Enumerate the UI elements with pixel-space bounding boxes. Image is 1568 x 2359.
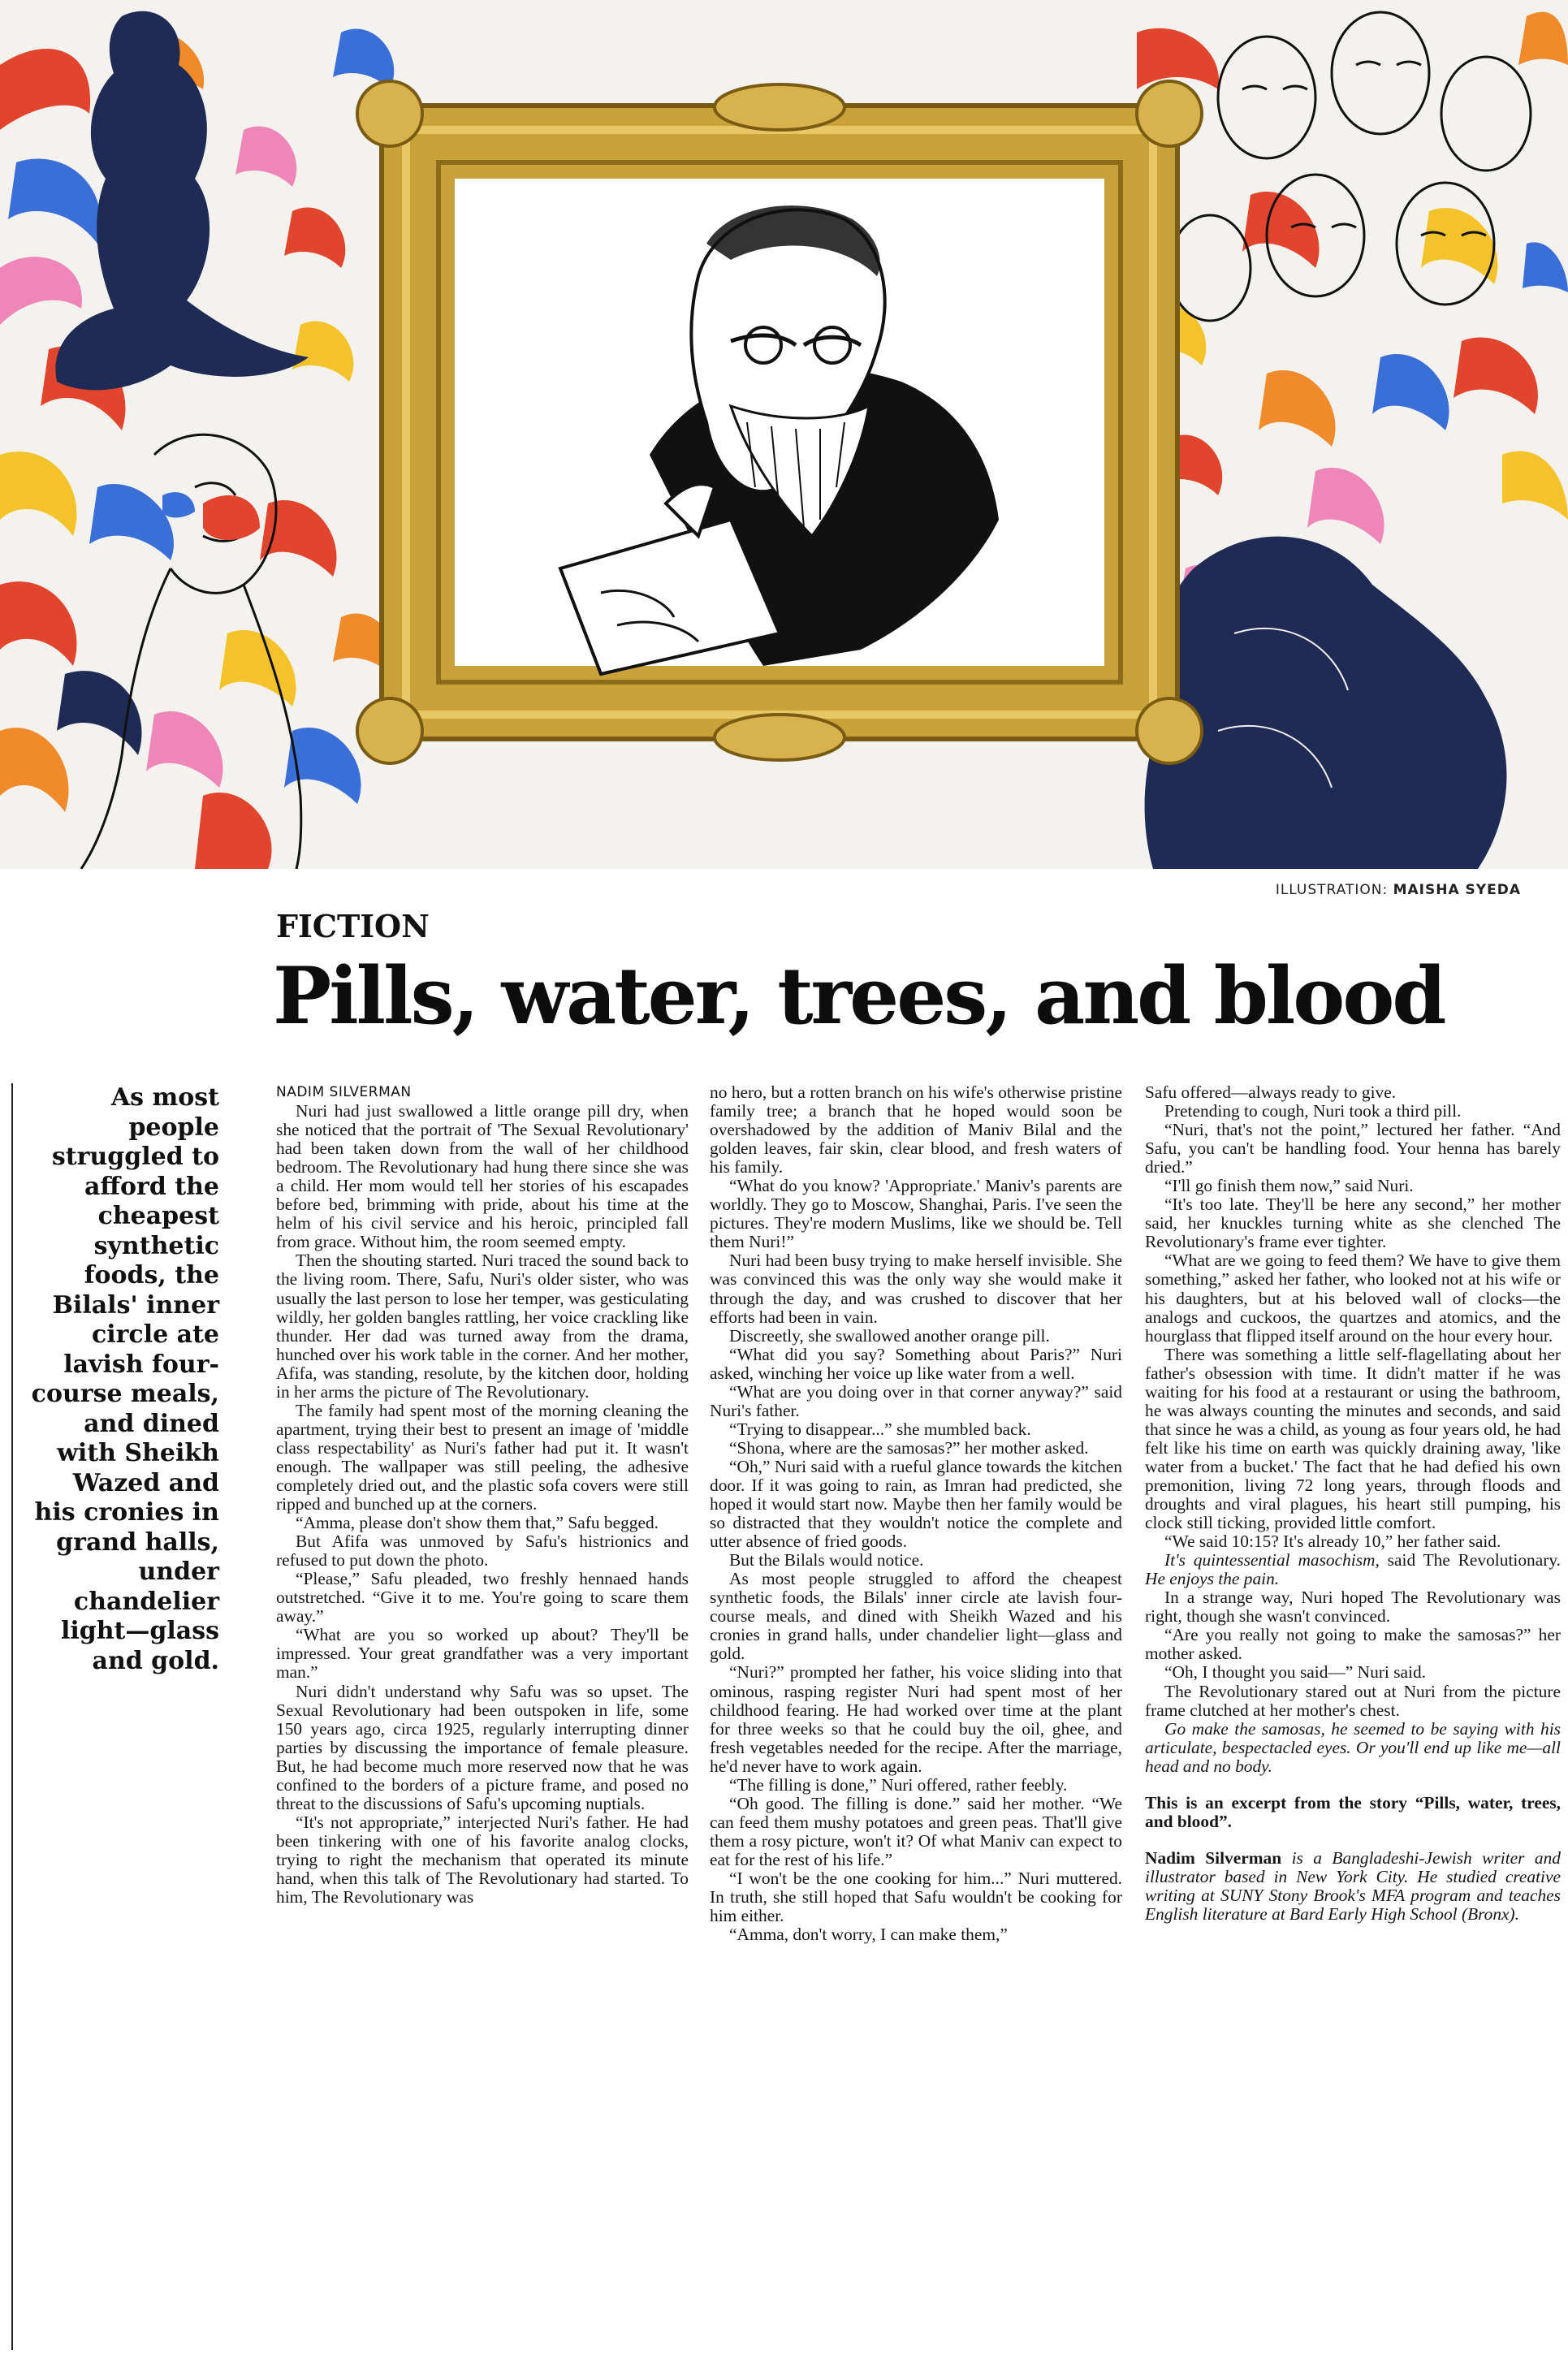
paragraph: As most people struggled to afford the cheapest synthetic foods, the Bilals' inner circle ate lavish four-course meals, and dined with Sheikh Wazed and his cronies in grand halls, under chandelier light—glass and gold. [710,1569,1122,1664]
article-column-2 [710,1083,1122,1944]
paragraph: Nuri had just swallowed a little orange pill dry, when she noticed that the portrait of 'The Sexual Revolutionary' had been taken down from the wall of her childhood bedroom. The Revolutionary had hung there since she was a child. Her mom would tell her stories of his escapades before bed, brimming with pride, about his time at the helm of his civil service and his heroic, principled fall from grace. Without him, the room seemed empty. [276,1101,689,1252]
paragraph-masochism [1145,1551,1561,1588]
spacer [1145,1831,1561,1849]
section-kicker: FICTION [276,908,430,944]
paragraph: “What do you know? 'Appropriate.' Maniv's parents are worldly. They go to Moscow, Shanghai, Paris. I've seen the pictures. They're modern Muslims, like we should be. Tell them Nuri!” [710,1176,1122,1252]
paragraph: “Amma, don't worry, I can make them,” [729,1925,1008,1945]
author-bio [1145,1849,1561,1924]
italic-thought: Go make the samosas, he seemed to be saying with his articulate, bespectacled eyes. Or you'll end up like me—all head and no body. [1145,1718,1561,1776]
paragraph: “I won't be the one cooking for him...” Nuri muttered. In truth, she still hoped that Safu wouldn't be cooking for him either. [710,1868,1122,1926]
paragraph: But Afifa was unmoved by Safu's histrionics and refused to put down the photo. [276,1532,689,1571]
italic-thought: He enjoys the pain. [1145,1569,1280,1589]
spacer [1145,1776,1561,1794]
paragraph: Nuri had been busy trying to make herself invisible. She was convinced this was the only way she would make it through the day, and was crushed to discover that her efforts had been in vain. [710,1251,1122,1327]
illustration-credit [1276,882,1521,898]
paragraph: “Oh, I thought you said—” Nuri said. [1164,1662,1426,1683]
paragraph: no hero, but a rotten branch on his wife's otherwise pristine family tree; a branch that he hoped would soon be overshadowed by the addition of Maniv Bilal and the golden leaves, fair skin, clear blood, and fresh waters of his family. [710,1082,1122,1177]
paragraph: But the Bilals would notice. [729,1550,924,1571]
paragraph: There was something a little self-flagellating about her father's obsession with time. It didn't matter if he was waiting for his food at a restaurant or using the bathroom, he was always counting the minutes and seconds, and said that since he was a child, as young as four years old, he had felt like his time on earth was quickly draining away, 'like water from a bucket.' The fact that he had defied his own premonition, living 72 long years, through floods and droughts and viral plagues, his heart still pumping, his clock still ticking, provided little comfort. [1145,1344,1561,1533]
left-rule [11,1083,13,2350]
paragraph: “Oh,” Nuri said with a rueful glance towards the kitchen door. If it was going to rain, as Imran had predicted, she hoped it would start now. Maybe then her family would be so distracted that they wouldn't notice the complete and utter absence of fried goods. [710,1456,1122,1552]
paragraph: Safu offered—always ready to give. [1145,1082,1397,1102]
article-column-1 [276,1083,689,1907]
headline: Pills, water, trees, and blood [273,950,1445,1042]
paragraph-italic [1145,1720,1561,1776]
paragraph: “It's not appropriate,” interjected Nuri's father. He had been tinkering with one of his favorite analog clocks, trying to right the mechanism that operated its minute hand, when this talk of The Revolutionary had started. To him, The Revolutionary was [276,1812,689,1908]
article-column-3 [1145,1083,1561,1924]
navy-figure-right [1145,537,1507,869]
paragraph: The family had spent most of the morning cleaning the apartment, trying their best to present an image of 'middle class respectability' as Nuri's father had put it. It wasn't enough. The wallpaper was still peeling, the adhesive completely dried out, and the plastic sofa covers were still ripped and bunched up at the corners. [276,1400,689,1514]
paragraph: “Oh good. The filling is done.” said her mother. “We can feed them mushy potatoes and green peas. That'll give them a rosy picture, won't it? Of what Maniv can expect to eat for the rest of his life.” [710,1793,1122,1869]
line-faces-right [1169,12,1531,321]
byline: NADIM SILVERMAN [276,1084,412,1100]
pull-quote: As most people struggled to afford the cheapest synthetic foods, the Bilals' inner circle ate lavish four-course meals, and dined with Sheikh Wazed and his cronies in grand halls, under chandelier light—glass and gold. [31,1083,219,1675]
paragraph: “Are you really not going to make the samosas?” her mother asked. [1145,1625,1561,1664]
paragraph: In a strange way, Nuri hoped The Revolutionary was right, though she wasn't convinced. [1145,1588,1561,1627]
excerpt-note: This is an excerpt from the story “Pills, water, trees, and blood”. [1145,1792,1561,1831]
italic-thought: It's quintessential masochism, [1164,1550,1380,1571]
paragraph: “Shona, where are the samosas?” her mother asked. [729,1437,1089,1458]
paragraph: Then the shouting started. Nuri traced the sound back to the living room. There, Safu, Nuri's older sister, who was usually the last person to lose her temper, was gesticulating wildly, her golden bangles rattling, her voice crackling like thunder. Her dad was turned away from the drama, hunched over his work table in the corner. And her mother, Afifa, was standing, resolute, by the kitchen door, holding in her arms the picture of The Revolutionary. [276,1251,689,1402]
paragraph: “It's too late. They'll be here any second,” her mother said, her knuckles turning white as she clenched The Revolutionary's frame ever tighter. [1145,1195,1561,1252]
header-illustration [0,0,1568,869]
paragraph: “What are we going to feed them? We have to give them something,” asked her father, who looked not at his wife or his daughters, but at his beloved wall of clocks—the analogs and cuckoos, the quartzes and atomics, and the hourglass that flipped itself around on the hour every hour. [1145,1251,1561,1346]
paragraph: “Amma, please don't show them that,” Safu begged. [296,1513,659,1533]
paragraph: “The filling is done,” Nuri offered, rather feebly. [729,1774,1068,1795]
paragraph: “Trying to disappear...” she mumbled back. [729,1419,1031,1439]
paragraph: “What are you doing over in that corner anyway?” said Nuri's father. [710,1381,1122,1420]
author-bio-text: is a Bangladeshi-Jewish writer and illustrator based in New York City. He studied creative writing at SUNY Stony Brook's MFA program and teaches English literature at Bard Early High School (Bronx). [1145,1847,1561,1924]
paragraph: Pretending to cough, Nuri took a third pill. [1164,1101,1462,1121]
paragraph: “Nuri, that's not the point,” lectured her father. “And Safu, you can't be handling food. Your henna has barely dried.” [1145,1120,1561,1177]
paragraph: “What did you say? Something about Paris?” Nuri asked, winching her voice up like water from a well. [710,1344,1122,1383]
credit-name: MAISHA SYEDA [1393,882,1521,898]
paragraph: “I'll go finish them now,” said Nuri. [1164,1176,1414,1196]
paragraph: Discreetly, she swallowed another orange pill. [729,1325,1050,1346]
credit-label: ILLUSTRATION: [1275,882,1389,898]
paragraph: “What are you so worked up about? They'll be impressed. Your great grandfather was a very important man.” [276,1625,689,1683]
paragraph: “Nuri?” prompted her father, his voice sliding into that ominous, rasping register Nuri had spent most of her childhood fearing. He had worked over time at the plant for three weeks so that he could buy the oil, ghee, and fresh vegetables needed for the recipe. After the marriage, he'd never have to work again. [710,1662,1122,1776]
paragraph: Nuri didn't understand why Safu was so upset. The Sexual Revolutionary had been outspoken in life, some 150 years ago, circa 1925, regularly interrupting dinner parties by discussing the importance of female pleasure. But, he had become much more reserved now that he was confined to the borders of a picture frame, and posed no threat to the discussions of Safu's upcoming nuptials. [276,1681,689,1813]
paragraph: “Please,” Safu pleaded, two freshly hennaed hands outstretched. “Give it to me. You're going to scare them away.” [276,1569,689,1627]
paragraph: The Revolutionary stared out at Nuri from the picture frame clutched at her mother's chest. [1145,1681,1561,1720]
attribution: said The Revolutionary. [1379,1550,1561,1571]
author-name: Nadim Silverman [1145,1847,1282,1868]
paragraph: “We said 10:15? It's already 10,” her father said. [1164,1532,1501,1552]
illustration-artwork [0,0,1568,869]
